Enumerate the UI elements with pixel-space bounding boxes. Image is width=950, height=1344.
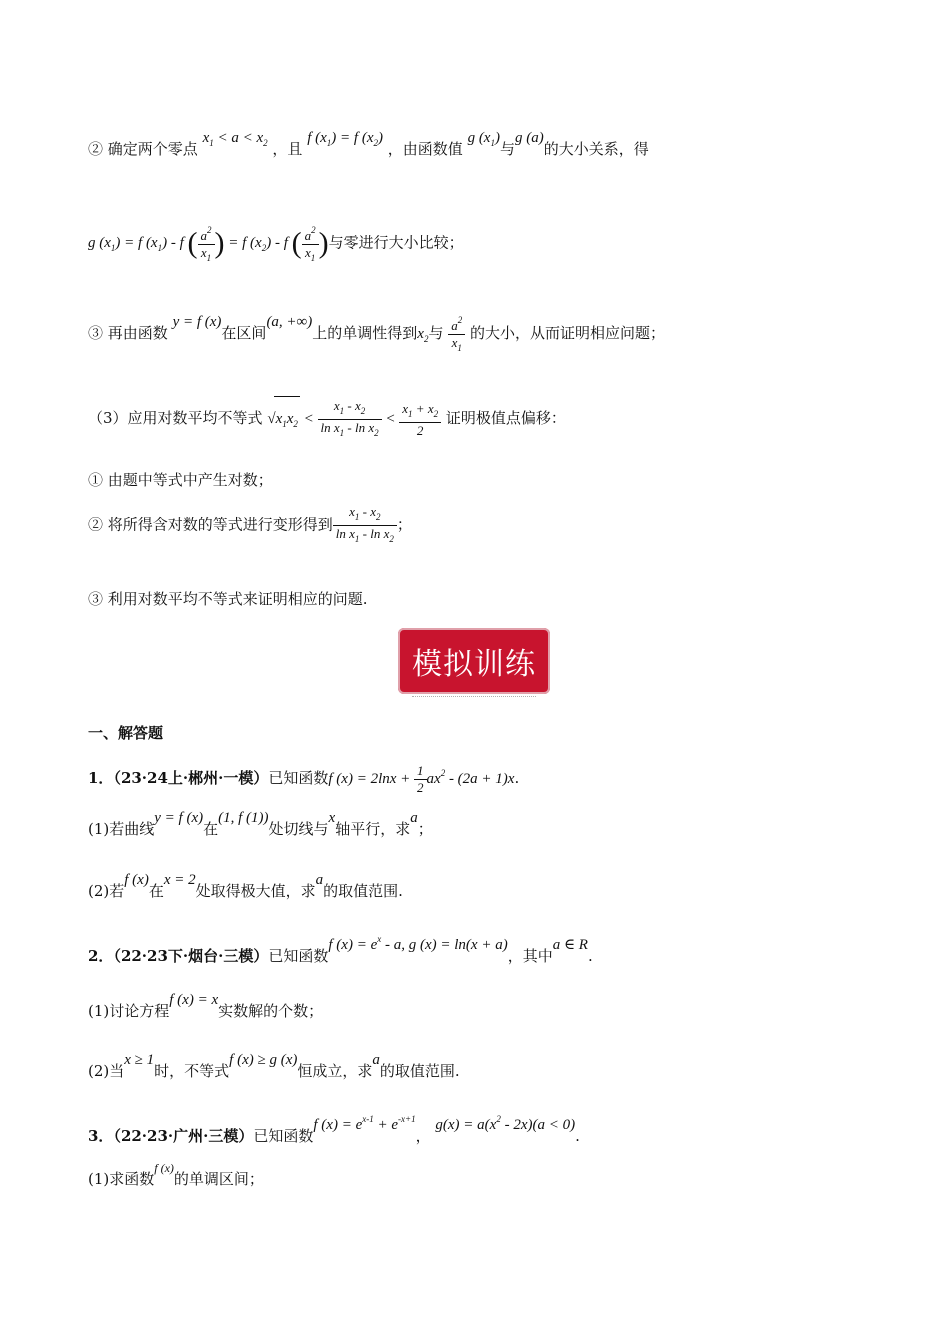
p1-part2-d: 的取值范围. (323, 882, 403, 900)
problem-2-number: 2． (88, 947, 114, 965)
problem-1-part2 (88, 872, 403, 903)
p1-formula-point: (1, f (1)) (218, 810, 269, 826)
problem-3-end: . (575, 1127, 580, 1145)
formula-log-mean: $√x_1x_2$ < $\frac{x_1 - x_2}{\ln x_1 - \ln x_2}$ < $\frac{x_1 + x_2}{2}$ (267, 411, 441, 427)
log-step2-suffix: ； (396, 515, 412, 534)
p2-part2-d: 的取值范围. (379, 1062, 460, 1080)
log-step2-line (88, 504, 412, 547)
problem-1-formula: f (x) = 2lnx + $\frac{1}{2}$ $ax^2 - (2a + 1)x$ (328, 763, 515, 796)
section3-line (88, 396, 566, 446)
step3-mid1: 在区间 (221, 324, 267, 342)
p2-part2-b: 时，不等式 (154, 1062, 230, 1080)
log-step1: ① 由题中等式中产生对数； (88, 471, 273, 489)
step2-line2-suffix: 与零进行大小比较； (328, 233, 464, 252)
problem-2 (88, 934, 593, 968)
section3-suffix: 证明极值点偏移： (445, 409, 566, 427)
p3-part1-a: (1)求函数 (88, 1170, 155, 1188)
formula-a2-over-x1: $\frac{a^2}{x_1}$ (448, 312, 465, 356)
formula-g-x1: g $(x_1)$ (467, 130, 500, 148)
step2-suffix: 的大小关系，得 (543, 140, 649, 158)
problem-1-part1 (88, 810, 433, 841)
formula-fx-equal: f $(x_1) = f$ $(x_2)$ (307, 130, 383, 148)
formula-y-fx: y = f (x) (172, 314, 222, 330)
problem-3-formula-f: f $(x) = e^{x-1} + e^{-x+1}$ (313, 1114, 416, 1133)
p1-formula-fx: f (x) (124, 872, 149, 888)
p2-part1-b: 实数解的个数； (218, 1002, 324, 1020)
problem-1 (88, 758, 519, 796)
step2-line1 (88, 130, 649, 166)
step2-mid2: ，由函数值 (387, 140, 463, 158)
banner-simulation-training (398, 628, 550, 694)
p1-formula-a: a (410, 810, 418, 826)
problem-3-number: 3． (88, 1127, 114, 1145)
problem-2-formula: f $(x) = e^x - a$, g (x) = ln(x + a) (328, 934, 508, 953)
banner-title: 模拟训练 (412, 647, 536, 682)
step2-prefix: ② 确定两个零点 (88, 140, 198, 158)
step2-line2 (88, 222, 464, 266)
p2-formula-eq: f (x) = x (169, 992, 219, 1008)
p1-part1-c: 处切线与 (268, 820, 329, 838)
problem-1-lead: 已知函数 (268, 769, 329, 787)
problem-2-mid: ，其中 (507, 947, 553, 965)
problem-1-source: （23·24上·郴州·一模） (113, 769, 269, 787)
step3-prefix: ③ 再由函数 (88, 324, 168, 342)
log-step3: ③ 利用对数平均不等式来证明相应的问题. (88, 590, 368, 608)
problem-2-part1 (88, 992, 324, 1023)
step3-line (88, 312, 665, 359)
step2-mid1: ，且 (272, 140, 303, 158)
p3-part1-b: 的单调区间； (173, 1170, 264, 1188)
problem-2-end: . (587, 947, 593, 965)
p1-formula-a2: a (315, 872, 324, 888)
problem-1-number: 1． (88, 769, 114, 787)
problem-2-source: （22·23下·烟台·三模） (113, 947, 269, 965)
banner-decoration (412, 696, 536, 701)
problem-1-end: . (514, 769, 520, 787)
p2-formula-a: a (372, 1052, 380, 1068)
p2-part2-a: (2)当 (88, 1062, 125, 1080)
formula-log-ratio: $\frac{x_1 - x_2}{\ln x_1 - \ln x_2}$ (333, 504, 397, 547)
log-step2-prefix: ② 将所得含对数的等式进行变形得到 (88, 515, 333, 534)
problem-3-source: （22·23·广州·三模） (113, 1127, 254, 1145)
step3-mid2: 上的单调性得到 (312, 324, 418, 342)
problem-2-part2 (88, 1052, 460, 1083)
p1-part1-b: 在 (203, 820, 219, 838)
p2-part2-c: 恒成立，求 (297, 1062, 373, 1080)
step3-mid3: 与 (428, 324, 444, 342)
p2-formula-cond: x ≥ 1 (124, 1052, 155, 1068)
problem-2-domain: a ∈ R (552, 937, 588, 953)
section3-prefix: （3）应用对数平均不等式 (88, 409, 263, 427)
step3-suffix: 的大小，从而证明相应问题； (470, 324, 666, 342)
step2-mid3: 与 (499, 140, 515, 158)
formula-zeros: $x_1 < a < x_2$ (202, 130, 268, 148)
p1-formula-curve: y = f (x) (154, 810, 204, 826)
problem-3-part1 (88, 1161, 264, 1191)
problem-3-formula-g: $g(x) = a(x^2 - 2x)(a < 0)$ (435, 1114, 576, 1133)
formula-x2: $x_2$ (417, 326, 429, 344)
p1-part2-b: 在 (148, 882, 164, 900)
p1-formula-x: x (328, 810, 336, 826)
formula-g-a: g (a) (514, 130, 544, 146)
p1-part2-a: (2)若 (88, 882, 125, 900)
section-heading: 一、解答题 (88, 724, 164, 742)
p1-part1-a: (1)若曲线 (88, 820, 155, 838)
p1-part1-e: ； (417, 820, 433, 838)
problem-2-lead: 已知函数 (268, 947, 329, 965)
p1-part1-d: 轴平行，求 (335, 820, 411, 838)
problem-3-lead: 已知函数 (253, 1127, 314, 1145)
problem-3 (88, 1114, 580, 1148)
formula-interval: (a, +∞) (266, 314, 313, 330)
problem-3-mid: ， (415, 1127, 431, 1145)
p1-part2-c: 处取得极大值，求 (195, 882, 316, 900)
p1-formula-x2: x = 2 (163, 872, 196, 888)
p2-part1-a: (1)讨论方程 (88, 1002, 170, 1020)
p2-formula-ineq: f (x) ≥ g (x) (229, 1052, 298, 1068)
formula-g-expansion: g $(x_1) = f$ $(x_1)$ - f ( $\frac{a^2}{x_1}$ ) = f $(x_2)$ - f ( $\frac{a^2}{x_1}$ ) (88, 235, 329, 251)
p3-formula-fx: f (x) (154, 1161, 174, 1175)
